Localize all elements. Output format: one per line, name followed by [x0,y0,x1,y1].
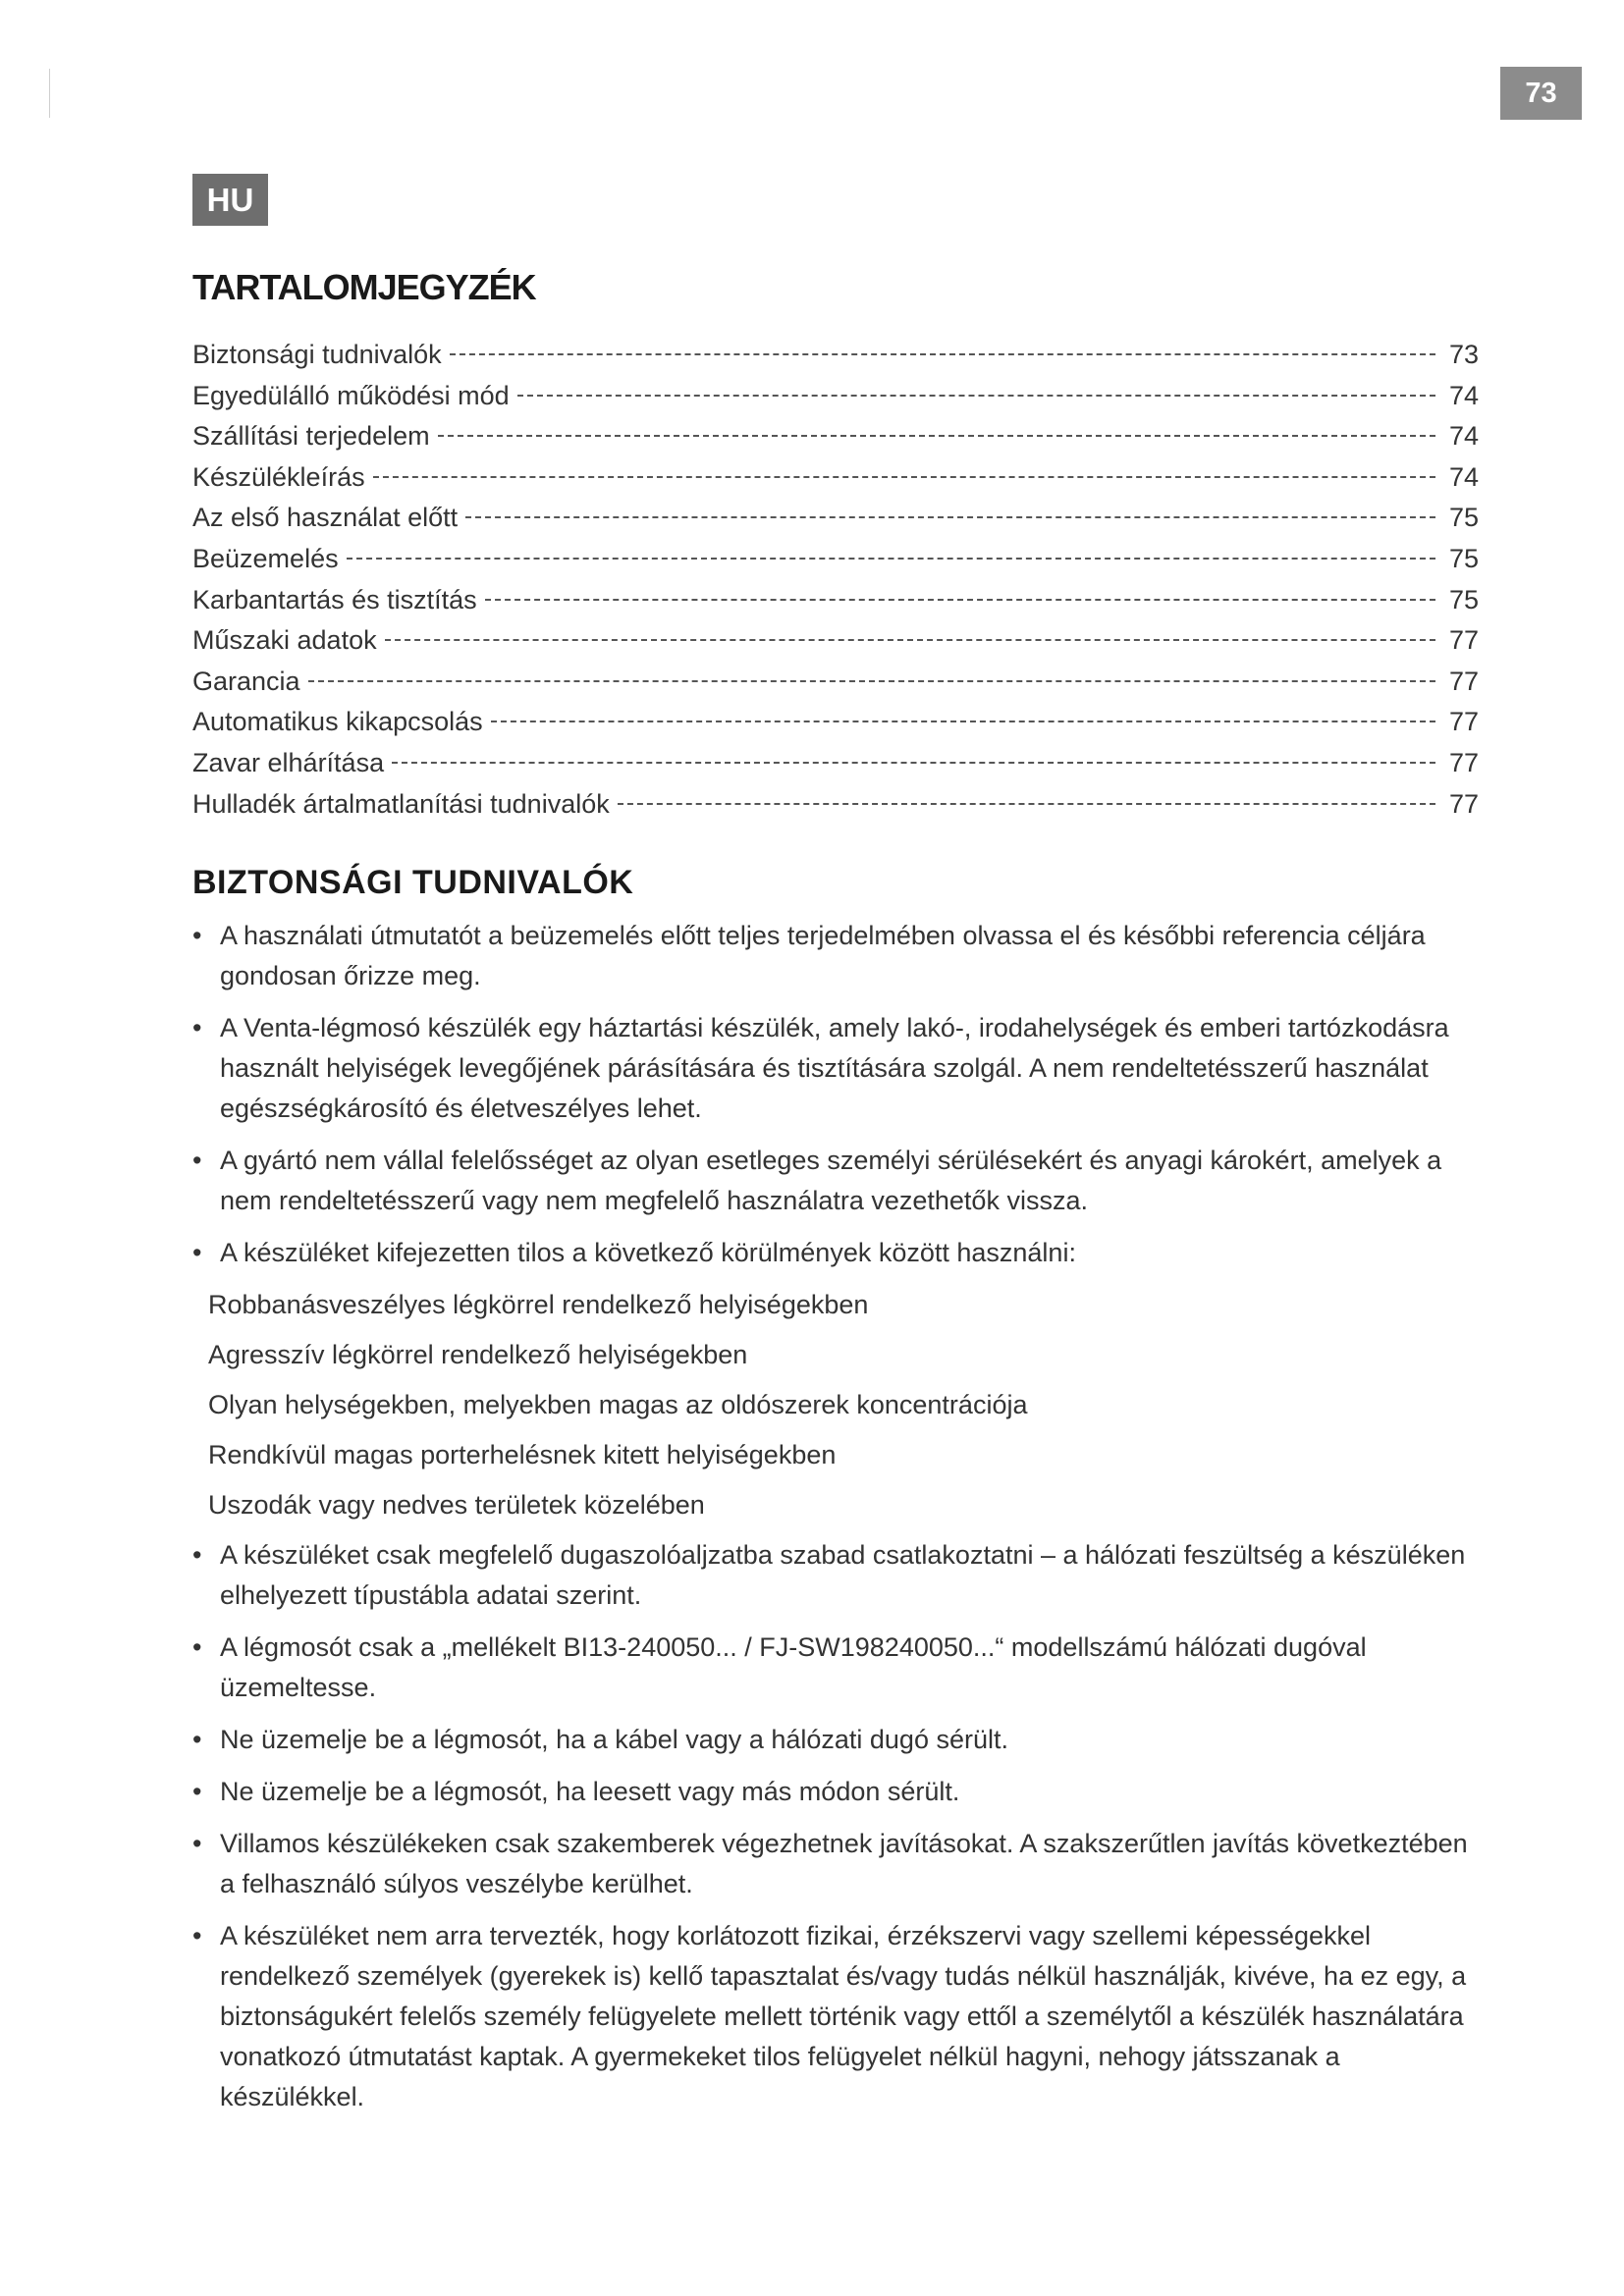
toc-entry-label: Egyedülálló működési mód [192,380,510,410]
toc-entry-page: 74 [1448,380,1479,410]
toc-entry-label: Biztonsági tudnivalók [192,340,442,369]
toc-entry-label: Műszaki adatok [192,625,377,656]
toc-entry[interactable] [192,381,1479,422]
toc-leader [438,435,1435,437]
toc-entry-page: 74 [1448,461,1479,492]
bullet-dot: • [192,1238,202,1267]
toc-entry[interactable] [192,340,1479,381]
toc-entry-page: 77 [1448,625,1479,656]
toc-entry-page: 75 [1448,543,1479,573]
toc-leader [450,353,1435,355]
bullet-dot: • [192,1540,202,1570]
toc-entry-page: 77 [1448,707,1479,737]
bullet-dot: • [192,921,202,950]
toc-title: TARTALOMJEGYZÉK [192,267,536,307]
toc-leader [485,599,1435,601]
safety-bullet-text: A Venta-légmosó készülék egy háztartási készülék, amely lakó-, irodahelységek és emberi tartózkodásra használt helyiségek levegőjének párásítására és tisztítására szolgál. A nem rendeltetésszerű használat egészségkárosító és életveszélyes lehet. [220,1013,1449,1123]
toc-entry[interactable] [192,503,1479,544]
toc-entry[interactable] [192,625,1479,667]
toc-leader [465,516,1435,518]
safety-bullet-text: A légmosót csak a „mellékelt BI13-240050... / FJ-SW198240050...“ modellszámú hálózati dugóval üzemeltesse. [220,1632,1367,1702]
prohibited-condition: Olyan helységekben, melyekben magas az oldószerek koncentrációja [208,1390,1028,1419]
toc-entry[interactable] [192,707,1479,748]
safety-bullet [192,1824,1489,1904]
safety-bullet [192,1233,1489,1273]
toc-leader [308,680,1435,682]
bullet-dot: • [192,1777,202,1806]
bullet-dot: • [192,1829,202,1858]
safety-bullet [192,1008,1489,1129]
toc-entry-label: Beüzemelés [192,543,339,573]
safety-bullet [192,1916,1489,2117]
safety-bullet-text: A használati útmutatót a beüzemelés előtt teljes terjedelmében olvassa el és későbbi referencia céljára gondosan őrizze meg. [220,921,1426,990]
toc-entry-label: Zavar elhárítása [192,747,385,777]
toc-leader [618,803,1435,805]
language-badge: HU [192,174,268,226]
toc-entry[interactable] [192,789,1479,830]
toc-entry[interactable] [192,585,1479,626]
toc-leader [347,558,1435,560]
prohibited-condition: Uszodák vagy nedves területek közelében [208,1490,705,1520]
safety-bullet-text: Ne üzemelje be a légmosót, ha a kábel vagy a hálózati dugó sérült. [220,1725,1008,1754]
toc-entry-page: 74 [1448,421,1479,452]
toc-entry-label: Automatikus kikapcsolás [192,707,483,737]
bullet-dot: • [192,1146,202,1175]
toc-entry[interactable] [192,462,1479,504]
toc-entry-label: Az első használat előtt [192,503,459,533]
toc-entry[interactable] [192,421,1479,462]
toc-entry-page: 73 [1448,340,1479,369]
toc-entry[interactable] [192,667,1479,708]
toc-leader [385,639,1435,641]
toc-entry-label: Szállítási terjedelem [192,421,430,452]
toc-entry-label: Garancia [192,666,300,696]
toc-leader [517,395,1435,397]
prohibited-condition: Agresszív légkörrel rendelkező helyiségekben [208,1340,748,1369]
bullet-dot: • [192,1013,202,1042]
prohibited-condition: Rendkívül magas porterhelésnek kitett helyiségekben [208,1440,837,1469]
safety-bullet [192,916,1489,996]
safety-bullet [192,1628,1489,1708]
toc-entry[interactable] [192,544,1479,585]
safety-bullet [192,1720,1489,1760]
safety-bullet-text: A készüléket kifejezetten tilos a következő körülmények között használni: [220,1238,1076,1267]
bullet-dot: • [192,1725,202,1754]
safety-bullet-text: A készüléket csak megfelelő dugaszolóaljzatba szabad csatlakoztatni – a hálózati feszültség a készüléken elhelyezett típustábla adatai szerint. [220,1540,1466,1610]
safety-bullet-text: A gyártó nem vállal felelősséget az olyan esetleges személyi sérülésekért és anyagi károkért, amelyek a nem rendeltetésszerű vagy nem megfelelő használatra vezethetők vissza. [220,1146,1442,1215]
toc-entry-page: 77 [1448,788,1479,819]
toc-entry-page: 77 [1448,666,1479,696]
toc-entry-page: 75 [1448,503,1479,533]
toc-entry-label: Készülékleírás [192,461,365,492]
bullet-dot: • [192,1632,202,1662]
safety-section-body [192,916,1489,2129]
page-number-badge: 73 [1500,67,1582,120]
bullet-dot: • [192,1921,202,1950]
toc-entry[interactable] [192,748,1479,789]
safety-bullet-text: Villamos készülékeken csak szakemberek végezhetnek javításokat. A szakszerűtlen javítás következtében a felhasználó súlyos veszélybe kerülhet. [220,1829,1468,1898]
toc-leader [491,721,1435,722]
toc-leader [392,762,1435,764]
safety-bullet-text: A készüléket nem arra tervezték, hogy korlátozott fizikai, érzékszervi vagy szellemi képességekkel rendelkező személyek (gyerekek is) kellő tapasztalat és/vagy tudás nélkül használják, kivéve, ha ez egy, a biztonságukért felelős személy felügyelete mellett történik vagy ettől a személytől a készülék használatára vonatkozó útmutatást kaptak. A gyermekeket tilos felügyelet nélkül hagyni, nehogy játsszanak a készülékkel. [220,1921,1467,2111]
page-edge-mark [49,69,50,118]
toc-leader [373,476,1435,478]
safety-bullet [192,1141,1489,1221]
safety-bullet-text: Ne üzemelje be a légmosót, ha leesett vagy más módon sérült. [220,1777,960,1806]
toc-entry-page: 75 [1448,584,1479,614]
safety-section-title: BIZTONSÁGI TUDNIVALÓK [192,864,634,901]
toc-entry-label: Hulladék ártalmatlanítási tudnivalók [192,788,610,819]
safety-bullet [192,1535,1489,1616]
table-of-contents [192,340,1479,829]
toc-entry-label: Karbantartás és tisztítás [192,584,477,614]
toc-entry-page: 77 [1448,747,1479,777]
safety-bullet [192,1772,1489,1812]
prohibited-condition: Robbanásveszélyes légkörrel rendelkező helyiségekben [208,1290,869,1319]
